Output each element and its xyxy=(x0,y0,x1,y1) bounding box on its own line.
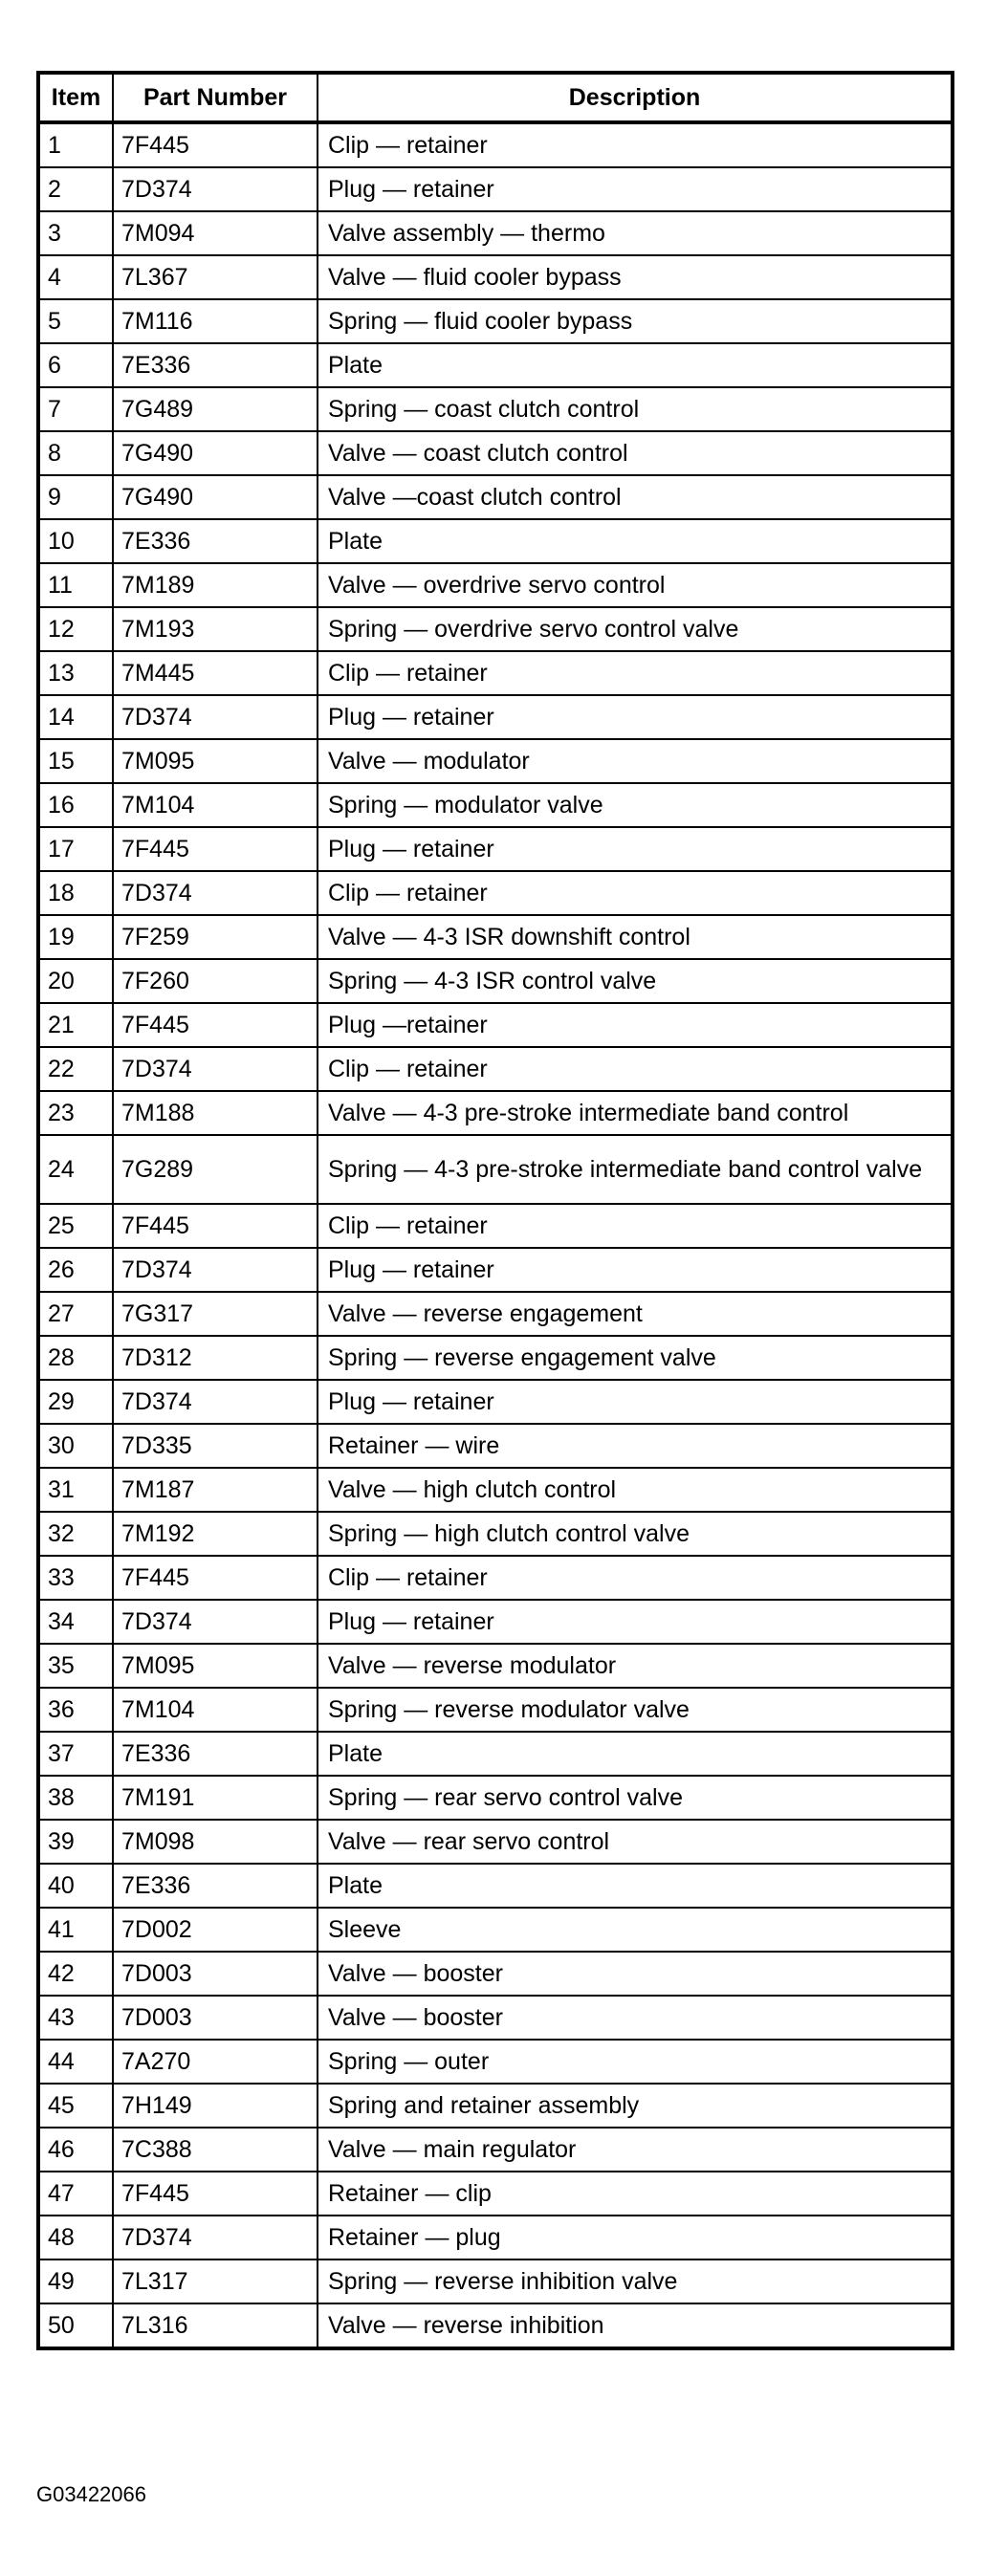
table-row xyxy=(38,431,953,475)
item-cell: 41 xyxy=(38,1908,113,1952)
part-number-cell: 7D374 xyxy=(113,2216,318,2259)
part-number-cell: 7M189 xyxy=(113,563,318,607)
item-cell: 30 xyxy=(38,1424,113,1468)
item-cell: 27 xyxy=(38,1292,113,1336)
item-cell: 29 xyxy=(38,1380,113,1424)
part-number-cell: 7F260 xyxy=(113,959,318,1003)
description-cell: Retainer — plug xyxy=(318,2216,953,2259)
table-row xyxy=(38,739,953,783)
table-row xyxy=(38,1091,953,1135)
table-row xyxy=(38,607,953,651)
description-cell: Plug — retainer xyxy=(318,1248,953,1292)
part-number-cell: 7G490 xyxy=(113,475,318,519)
description-cell: Valve — main regulator xyxy=(318,2128,953,2172)
item-cell: 1 xyxy=(38,122,113,167)
item-cell: 19 xyxy=(38,915,113,959)
item-cell: 16 xyxy=(38,783,113,827)
part-number-cell: 7C388 xyxy=(113,2128,318,2172)
description-cell: Valve — fluid cooler bypass xyxy=(318,255,953,299)
description-cell: Valve —coast clutch control xyxy=(318,475,953,519)
item-column-header: Item xyxy=(38,73,113,122)
description-cell: Plug — retainer xyxy=(318,1600,953,1644)
description-cell: Plate xyxy=(318,343,953,387)
item-cell: 24 xyxy=(38,1135,113,1204)
part-number-cell: 7F445 xyxy=(113,827,318,871)
table-row xyxy=(38,1135,953,1204)
item-cell: 46 xyxy=(38,2128,113,2172)
part-number-cell: 7E336 xyxy=(113,343,318,387)
item-cell: 39 xyxy=(38,1820,113,1864)
item-cell: 25 xyxy=(38,1204,113,1248)
description-cell: Clip — retainer xyxy=(318,1047,953,1091)
part-number-cell: 7G289 xyxy=(113,1135,318,1204)
description-cell: Clip — retainer xyxy=(318,122,953,167)
table-row xyxy=(38,1732,953,1776)
description-cell: Valve — coast clutch control xyxy=(318,431,953,475)
description-cell: Spring — rear servo control valve xyxy=(318,1776,953,1820)
item-cell: 28 xyxy=(38,1336,113,1380)
table-row xyxy=(38,1512,953,1556)
item-cell: 3 xyxy=(38,211,113,255)
description-cell: Spring — outer xyxy=(318,2040,953,2084)
item-cell: 15 xyxy=(38,739,113,783)
figure-id: G03422066 xyxy=(36,2482,146,2506)
item-cell: 8 xyxy=(38,431,113,475)
item-cell: 34 xyxy=(38,1600,113,1644)
description-cell: Spring — reverse inhibition valve xyxy=(318,2259,953,2303)
description-cell: Plate xyxy=(318,1864,953,1908)
part-number-cell: 7M104 xyxy=(113,1688,318,1732)
part-number-cell: 7M445 xyxy=(113,651,318,695)
description-cell: Spring — overdrive servo control valve xyxy=(318,607,953,651)
table-row xyxy=(38,1047,953,1091)
item-cell: 31 xyxy=(38,1468,113,1512)
item-cell: 23 xyxy=(38,1091,113,1135)
table-row xyxy=(38,299,953,343)
table-row xyxy=(38,343,953,387)
part-number-cell: 7M192 xyxy=(113,1512,318,1556)
table-row xyxy=(38,255,953,299)
table-row xyxy=(38,167,953,211)
table-row xyxy=(38,2303,953,2348)
description-cell: Clip — retainer xyxy=(318,1204,953,1248)
description-cell: Valve — booster xyxy=(318,1952,953,1996)
description-cell: Spring and retainer assembly xyxy=(318,2084,953,2128)
part-number-cell: 7F445 xyxy=(113,1003,318,1047)
item-cell: 40 xyxy=(38,1864,113,1908)
description-cell: Valve — 4-3 pre-stroke intermediate band control xyxy=(318,1091,953,1135)
part-number-cell: 7D374 xyxy=(113,167,318,211)
item-cell: 17 xyxy=(38,827,113,871)
table-row xyxy=(38,1908,953,1952)
item-cell: 4 xyxy=(38,255,113,299)
table-row xyxy=(38,783,953,827)
table-row xyxy=(38,915,953,959)
part-number-cell: 7M098 xyxy=(113,1820,318,1864)
part-number-cell: 7M095 xyxy=(113,739,318,783)
table-row xyxy=(38,2040,953,2084)
part-number-cell: 7G317 xyxy=(113,1292,318,1336)
table-row xyxy=(38,122,953,167)
part-number-cell: 7M095 xyxy=(113,1644,318,1688)
table-row xyxy=(38,2172,953,2216)
table-row xyxy=(38,1600,953,1644)
table-row xyxy=(38,871,953,915)
description-cell: Spring — high clutch control valve xyxy=(318,1512,953,1556)
description-column-header: Description xyxy=(318,73,953,122)
part-number-cell: 7F445 xyxy=(113,2172,318,2216)
item-cell: 2 xyxy=(38,167,113,211)
table-row xyxy=(38,519,953,563)
item-cell: 44 xyxy=(38,2040,113,2084)
description-cell: Spring — 4-3 pre-stroke intermediate band control valve xyxy=(318,1135,953,1204)
item-cell: 5 xyxy=(38,299,113,343)
table-row xyxy=(38,2259,953,2303)
part-number-cell: 7D374 xyxy=(113,871,318,915)
table-row xyxy=(38,1556,953,1600)
table-row xyxy=(38,959,953,1003)
description-cell: Valve — reverse inhibition xyxy=(318,2303,953,2348)
description-cell: Spring — reverse engagement valve xyxy=(318,1336,953,1380)
item-cell: 12 xyxy=(38,607,113,651)
item-cell: 9 xyxy=(38,475,113,519)
part-number-cell: 7E336 xyxy=(113,1732,318,1776)
table-row xyxy=(38,1468,953,1512)
table-row xyxy=(38,695,953,739)
item-cell: 7 xyxy=(38,387,113,431)
part-number-cell: 7F445 xyxy=(113,1204,318,1248)
item-cell: 47 xyxy=(38,2172,113,2216)
description-cell: Sleeve xyxy=(318,1908,953,1952)
part-number-cell: 7F445 xyxy=(113,1556,318,1600)
description-cell: Clip — retainer xyxy=(318,1556,953,1600)
item-cell: 48 xyxy=(38,2216,113,2259)
table-row xyxy=(38,1820,953,1864)
part-number-cell: 7L316 xyxy=(113,2303,318,2348)
table-row xyxy=(38,1644,953,1688)
part-number-cell: 7D374 xyxy=(113,1047,318,1091)
item-cell: 21 xyxy=(38,1003,113,1047)
part-number-cell: 7M094 xyxy=(113,211,318,255)
item-cell: 42 xyxy=(38,1952,113,1996)
item-cell: 33 xyxy=(38,1556,113,1600)
part-number-cell: 7M188 xyxy=(113,1091,318,1135)
description-cell: Spring — reverse modulator valve xyxy=(318,1688,953,1732)
table-row xyxy=(38,1864,953,1908)
table-body xyxy=(38,122,953,2348)
part-number-cell: 7E336 xyxy=(113,519,318,563)
part-number-cell: 7D003 xyxy=(113,1952,318,1996)
part-number-cell: 7M191 xyxy=(113,1776,318,1820)
description-cell: Plug — retainer xyxy=(318,695,953,739)
description-cell: Plug —retainer xyxy=(318,1003,953,1047)
description-cell: Valve assembly — thermo xyxy=(318,211,953,255)
part-number-cell: 7L317 xyxy=(113,2259,318,2303)
part-number-cell: 7D003 xyxy=(113,1996,318,2040)
item-cell: 20 xyxy=(38,959,113,1003)
part-number-cell: 7D374 xyxy=(113,1248,318,1292)
description-cell: Valve — 4-3 ISR downshift control xyxy=(318,915,953,959)
table-row xyxy=(38,211,953,255)
table-row xyxy=(38,387,953,431)
table-row xyxy=(38,1380,953,1424)
table-row xyxy=(38,651,953,695)
description-cell: Valve — reverse engagement xyxy=(318,1292,953,1336)
part-number-cell: 7H149 xyxy=(113,2084,318,2128)
item-cell: 11 xyxy=(38,563,113,607)
item-cell: 37 xyxy=(38,1732,113,1776)
part-number-cell: 7M187 xyxy=(113,1468,318,1512)
description-cell: Valve — modulator xyxy=(318,739,953,783)
part-number-cell: 7G490 xyxy=(113,431,318,475)
part-number-cell: 7M193 xyxy=(113,607,318,651)
part-number-cell: 7D374 xyxy=(113,695,318,739)
description-cell: Plug — retainer xyxy=(318,827,953,871)
part-number-cell: 7M104 xyxy=(113,783,318,827)
item-cell: 22 xyxy=(38,1047,113,1091)
table-row xyxy=(38,2084,953,2128)
description-cell: Spring — modulator valve xyxy=(318,783,953,827)
description-cell: Valve — overdrive servo control xyxy=(318,563,953,607)
description-cell: Valve — high clutch control xyxy=(318,1468,953,1512)
table-row xyxy=(38,1248,953,1292)
item-cell: 32 xyxy=(38,1512,113,1556)
item-cell: 35 xyxy=(38,1644,113,1688)
part-number-cell: 7D374 xyxy=(113,1380,318,1424)
table-row xyxy=(38,563,953,607)
description-cell: Retainer — clip xyxy=(318,2172,953,2216)
description-cell: Plate xyxy=(318,1732,953,1776)
part-number-cell: 7D002 xyxy=(113,1908,318,1952)
part-number-cell: 7M116 xyxy=(113,299,318,343)
table-row xyxy=(38,1204,953,1248)
part-number-cell: 7D335 xyxy=(113,1424,318,1468)
part-number-column-header: Part Number xyxy=(113,73,318,122)
part-number-cell: 7A270 xyxy=(113,2040,318,2084)
part-number-cell: 7L367 xyxy=(113,255,318,299)
item-cell: 45 xyxy=(38,2084,113,2128)
item-cell: 50 xyxy=(38,2303,113,2348)
description-cell: Clip — retainer xyxy=(318,651,953,695)
header-row xyxy=(38,73,953,122)
table-row xyxy=(38,1424,953,1468)
description-cell: Spring — fluid cooler bypass xyxy=(318,299,953,343)
table-row xyxy=(38,1688,953,1732)
table-row xyxy=(38,475,953,519)
parts-table xyxy=(36,71,954,2350)
item-cell: 6 xyxy=(38,343,113,387)
part-number-cell: 7G489 xyxy=(113,387,318,431)
item-cell: 14 xyxy=(38,695,113,739)
table-row xyxy=(38,1336,953,1380)
description-cell: Valve — reverse modulator xyxy=(318,1644,953,1688)
description-cell: Spring — coast clutch control xyxy=(318,387,953,431)
item-cell: 26 xyxy=(38,1248,113,1292)
description-cell: Valve — rear servo control xyxy=(318,1820,953,1864)
part-number-cell: 7D374 xyxy=(113,1600,318,1644)
description-cell: Plug — retainer xyxy=(318,1380,953,1424)
item-cell: 43 xyxy=(38,1996,113,2040)
part-number-cell: 7F445 xyxy=(113,122,318,167)
table-row xyxy=(38,1003,953,1047)
item-cell: 18 xyxy=(38,871,113,915)
table-row xyxy=(38,1776,953,1820)
table-row xyxy=(38,2216,953,2259)
item-cell: 38 xyxy=(38,1776,113,1820)
table-row xyxy=(38,1292,953,1336)
item-cell: 36 xyxy=(38,1688,113,1732)
part-number-cell: 7D312 xyxy=(113,1336,318,1380)
description-cell: Valve — booster xyxy=(318,1996,953,2040)
description-cell: Plug — retainer xyxy=(318,167,953,211)
part-number-cell: 7F259 xyxy=(113,915,318,959)
description-cell: Clip — retainer xyxy=(318,871,953,915)
item-cell: 13 xyxy=(38,651,113,695)
table-row xyxy=(38,1952,953,1996)
description-cell: Spring — 4-3 ISR control valve xyxy=(318,959,953,1003)
description-cell: Retainer — wire xyxy=(318,1424,953,1468)
item-cell: 10 xyxy=(38,519,113,563)
table-row xyxy=(38,827,953,871)
table-row xyxy=(38,2128,953,2172)
item-cell: 49 xyxy=(38,2259,113,2303)
part-number-cell: 7E336 xyxy=(113,1864,318,1908)
description-cell: Plate xyxy=(318,519,953,563)
table-row xyxy=(38,1996,953,2040)
